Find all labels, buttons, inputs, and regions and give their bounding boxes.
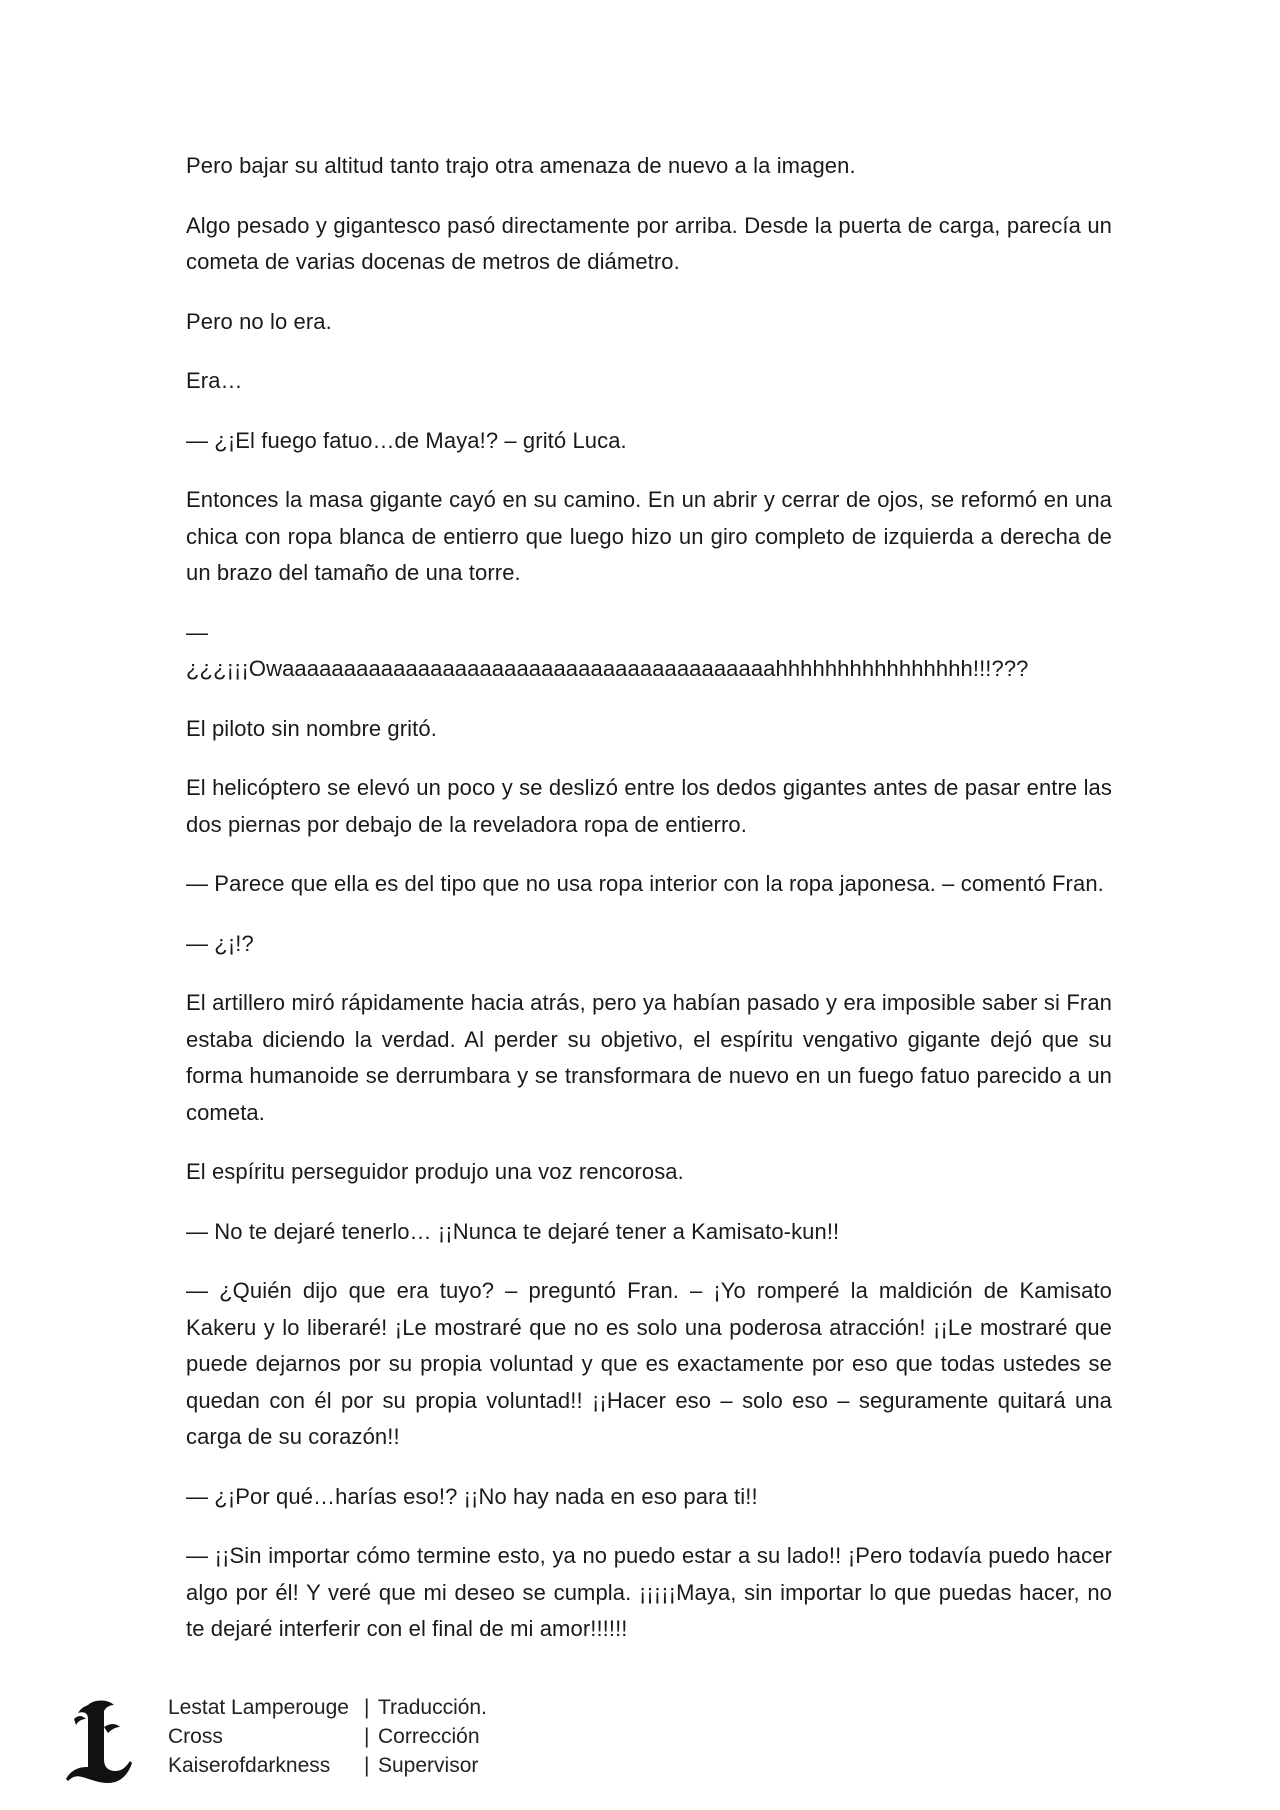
credit-row	[168, 1722, 487, 1751]
credit-name: Cross	[168, 1725, 223, 1748]
credit-separator: |	[364, 1725, 370, 1748]
credit-role: Supervisor	[378, 1754, 479, 1777]
paragraph: — No te dejaré tenerlo… ¡¡Nunca te dejaré tener a Kamisato-kun!!	[186, 1218, 840, 1244]
document-body	[186, 148, 1112, 1671]
paragraph: — Parece que ella es del tipo que no usa ropa interior con la ropa japonesa. – comentó Fran.	[186, 871, 1104, 896]
credit-row	[168, 1751, 487, 1780]
paragraph: Pero bajar su altitud tanto trajo otra amenaza de nuevo a la imagen.	[186, 153, 856, 178]
paragraph: Entonces la masa gigante cayó en su camino. En un abrir y cerrar de ojos, se reformó en una chica con ropa blanca de entierro que luego hizo un giro completo de izquierda a derecha de un brazo del tamaño de una torre.	[186, 487, 1112, 585]
paragraph: — ¿¡Por qué…harías eso!? ¡¡No hay nada en eso para ti!!	[186, 1483, 758, 1509]
paragraph: —	[186, 619, 209, 645]
paragraph: — ¿¡El fuego fatuo…de Maya!? – gritó Luca.	[186, 427, 627, 453]
credits-footer	[64, 1693, 664, 1793]
paragraph: — ¡¡Sin importar cómo termine esto, ya no puedo estar a su lado!! ¡Pero todavía puedo hacer algo por él! Y veré que mi deseo se cumpla. ¡¡¡¡¡Maya, sin importar lo que puedas hacer, no te dejaré interferir con el final de mi amor!!!!!!	[186, 1543, 1112, 1641]
paragraph: Algo pesado y gigantesco pasó directamente por arriba. Desde la puerta de carga, parecía un cometa de varias docenas de metros de diámetro.	[186, 212, 1112, 274]
paragraph: — ¿¡!?	[186, 930, 254, 956]
credit-separator: |	[364, 1696, 370, 1719]
paragraph: Pero no lo era.	[186, 308, 332, 334]
paragraph: — ¿Quién dijo que era tuyo? – preguntó Fran. – ¡Yo romperé la maldición de Kamisato Kakeru y lo liberaré! ¡Le mostraré que no es solo una poderosa atracción! ¡¡Le mostraré que puede dejarnos por su propia voluntad y que es exactamente por eso que todas ustedes se quedan con él por su propia voluntad!! ¡¡Hacer eso – solo eso – seguramente quitará una carga de su corazón!!	[186, 1278, 1112, 1449]
credit-separator: |	[364, 1754, 370, 1777]
credit-row	[168, 1693, 487, 1722]
paragraph: El espíritu perseguidor produjo una voz rencorosa.	[186, 1159, 684, 1184]
paragraph: Era…	[186, 368, 243, 393]
credits-list	[168, 1693, 487, 1780]
gothic-l-logo-icon	[64, 1697, 136, 1787]
paragraph: El artillero miró rápidamente hacia atrás, pero ya habían pasado y era imposible saber si Fran estaba diciendo la verdad. Al perder su objetivo, el espíritu vengativo gigante dejó que su forma humanoide se derrumbara y se transformara de nuevo en un fuego fatuo parecido a un cometa.	[186, 990, 1112, 1125]
credit-name: Lestat Lamperouge	[168, 1696, 349, 1719]
paragraph: El piloto sin nombre gritó.	[186, 715, 437, 741]
paragraph: El helicóptero se elevó un poco y se deslizó entre los dedos gigantes antes de pasar entre las dos piernas por debajo de la reveladora ropa de entierro.	[186, 775, 1112, 837]
paragraph: ¿¿¿¡¡¡Owaaaaaaaaaaaaaaaaaaaaaaaaaaaaaaaaaaaaaaaahhhhhhhhhhhhhhhh!!!???	[186, 656, 1029, 681]
credit-name: Kaiserofdarkness	[168, 1754, 331, 1777]
credit-role: Traducción.	[378, 1696, 487, 1719]
credit-role: Corrección	[378, 1725, 480, 1748]
